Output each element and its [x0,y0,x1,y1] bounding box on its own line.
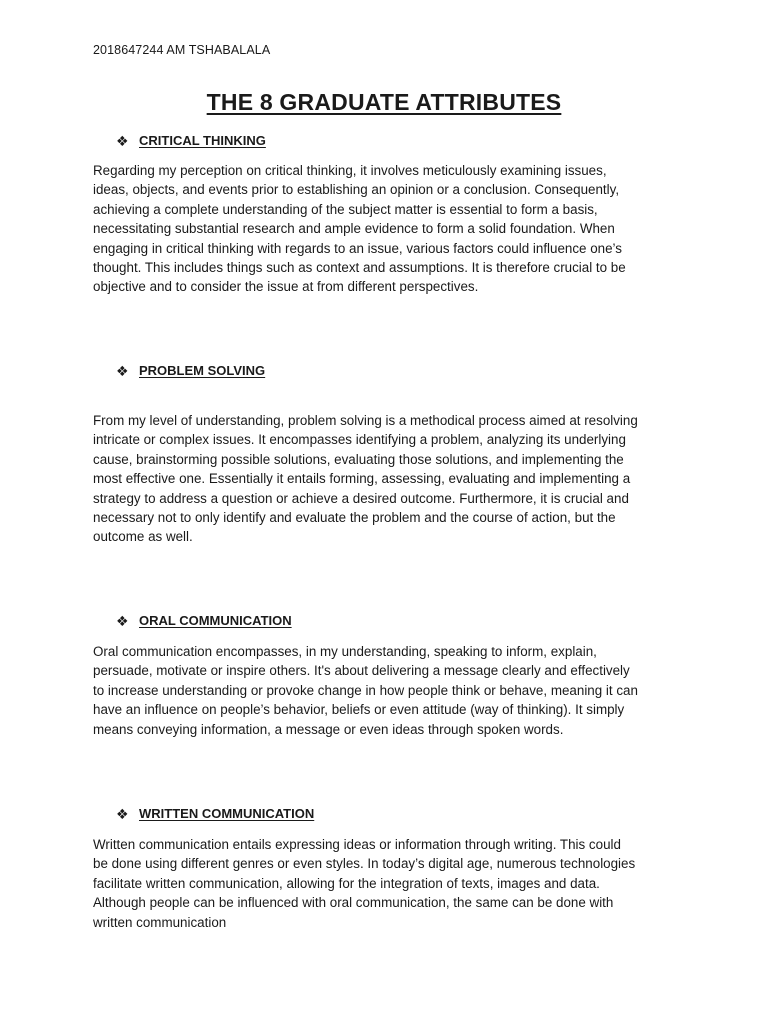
section-heading-text: PROBLEM SOLVING [139,363,266,378]
section-paragraph-oral-communication: Oral communication encompasses, in my understanding, speaking to inform, explain, persuade, motivate or inspire others. It's about delivering a message clearly and effectively to increase understanding or provoke change in how people think or behave, meaning it can have an influence on people’s behavior, beliefs or even attitude (way of thinking). It simply means conveying information, a message or even ideas through spoken words. [93,644,638,737]
diamond-bullet-icon: ❖ [116,362,129,379]
section-paragraph-written-communication: Written communication entails expressing ideas or information through writing. This could be done using different genres or even styles. In today’s digital age, numerous technologies facilitate written communication, allowing for the integration of texts, images and data. Although people can be influenced with oral communication, the same can be done with written communication [93,837,636,930]
section-paragraph-critical-thinking: Regarding my perception on critical thinking, it involves meticulously examining issues, ideas, objects, and events prior to establishing an opinion or a conclusion. Consequently, achieving a complete understanding of the subject matter is essential to form a basis, necessitating substantial research and ample evidence to form a solid foundation. When engaging in critical thinking with regards to an issue, various factors could influence one’s thought. This includes things such as context and assumptions. It is therefore crucial to be objective and to consider the issue at from different perspectives. [93,163,626,295]
diamond-bullet-icon: ❖ [116,805,129,822]
section-heading-text: WRITTEN COMMUNICATION [139,806,315,821]
document-title: THE 8 GRADUATE ATTRIBUTES [206,89,562,115]
section-heading-written-communication [116,806,314,821]
diamond-bullet-icon: ❖ [116,612,129,629]
section-heading-critical-thinking [116,133,266,148]
section-heading-text: CRITICAL THINKING [139,133,266,148]
diamond-bullet-icon: ❖ [116,132,129,149]
section-heading-oral-communication [116,613,292,628]
author-header: 2018647244 AM TSHABALALA [93,43,271,57]
section-heading-problem-solving [116,363,265,378]
section-paragraph-problem-solving: From my level of understanding, problem solving is a methodical process aimed at resolving intricate or complex issues. It encompasses identifying a problem, analyzing its underlying cause, brainstorming possible solutions, evaluating those solutions, and implementing the most effective one. Essentially it entails forming, assessing, evaluating and implementing a strategy to address a question or achieve a desired outcome. Furthermore, it is crucial and necessary not to only identify and evaluate the problem and the course of action, but the outcome as well. [93,413,638,545]
section-heading-text: ORAL COMMUNICATION [139,613,292,628]
